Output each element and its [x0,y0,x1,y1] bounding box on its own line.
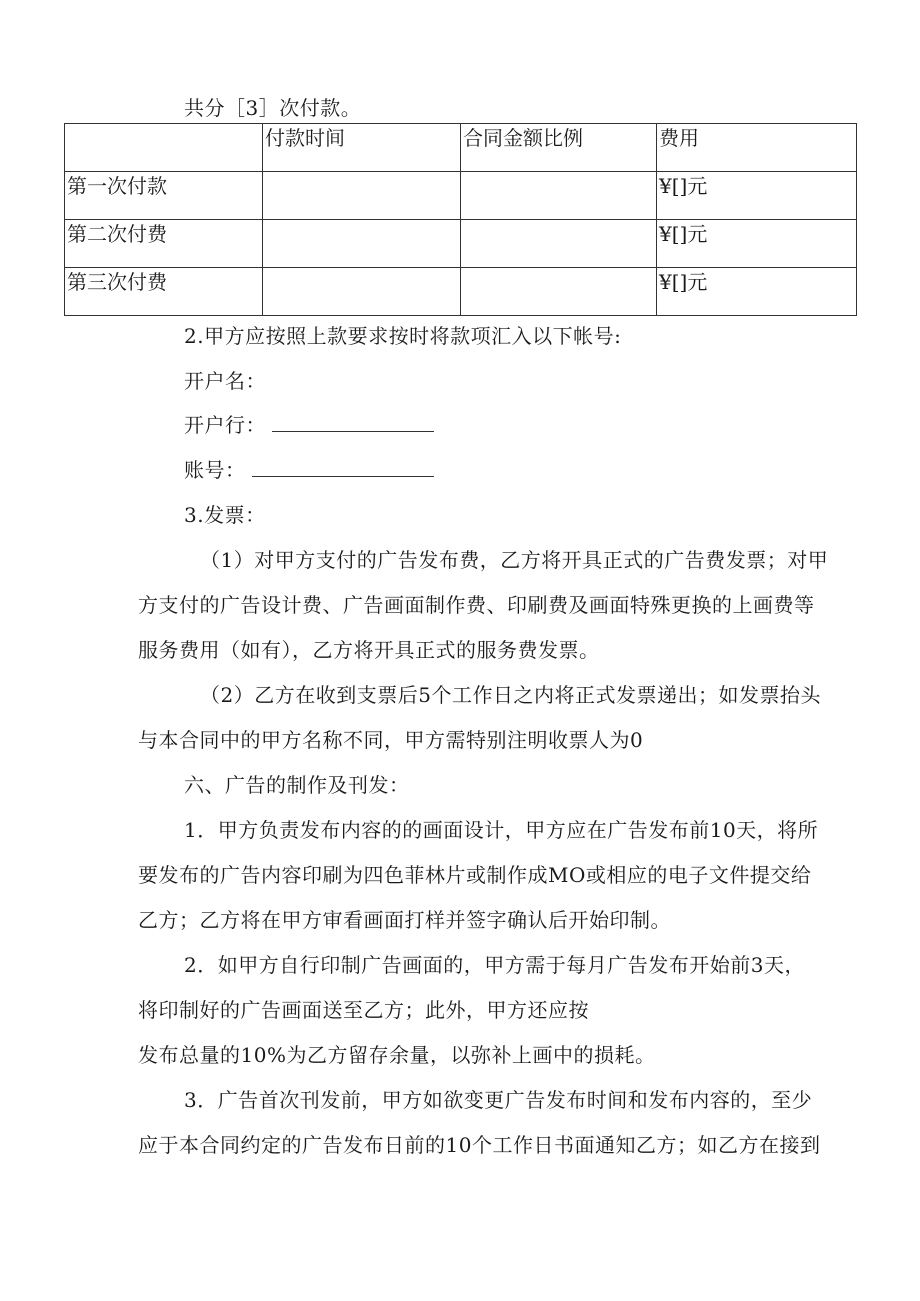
table-header-cell: 费用 [657,124,857,172]
account-bank-row [184,413,434,437]
number-blank-line [252,458,434,477]
item1-line: 1．甲方负责发布内容的的画面设计，甲方应在广告发布前10天，将所 [184,818,819,842]
invoice-p1-line: 服务费用（如有），乙方将开具正式的服务费发票。 [138,638,600,662]
table-header-cell [65,124,263,172]
table-row [65,268,857,316]
item2-line: 2．如甲方自行印制广告画面的，甲方需于每月广告发布开始前3天， [184,953,805,977]
item3-line: 3．广告首次刊发前，甲方如欲变更广告发布时间和发布内容的，至少 [184,1088,813,1112]
table-cell [263,172,461,220]
table-cell: ¥[]元 [657,268,857,316]
section-heading: 六、广告的制作及刊发： [184,773,410,797]
table-cell: 第三次付费 [65,268,263,316]
item2-line: 将印制好的广告画面送至乙方；此外，甲方还应按 [138,998,589,1022]
item1-line: 要发布的广告内容印刷为四色菲林片或制作成MO或相应的电子文件提交给 [138,863,812,887]
table-cell [263,268,461,316]
invoice-p2-line: 与本合同中的甲方名称不同，甲方需特别注明收票人为0 [138,728,644,752]
invoice-p2-line: （2）乙方在收到支票后5个工作日之内将正式发票递出；如发票抬头 [200,683,821,707]
payment-intro: 共分［3］次付款。 [184,96,362,120]
item2-line: 发布总量的10%为乙方留存余量，以弥补上画中的损耗。 [138,1043,656,1067]
item1-line: 乙方；乙方将在甲方审看画面打样并签字确认后开始印制。 [138,908,671,932]
table-cell [263,220,461,268]
account-number-label: 账号： [184,458,246,482]
account-bank-label: 开户行： [184,413,266,437]
item3-line: 应于本合同约定的广告发布日前的10个工作日书面通知乙方；如乙方在接到 [138,1133,821,1157]
table-header-cell: 付款时间 [263,124,461,172]
table-cell: ¥[]元 [657,172,857,220]
payment-table [64,123,857,316]
invoice-p1-line: 方支付的广告设计费、广告画面制作费、印刷费及画面特殊更换的上画费等 [138,593,815,617]
table-cell: ¥[]元 [657,220,857,268]
table-row [65,172,857,220]
invoice-p1-line: （1）对甲方支付的广告发布费，乙方将开具正式的广告费发票；对甲 [200,548,829,572]
table-cell [461,172,657,220]
table-cell [461,268,657,316]
table-header-row [65,124,857,172]
invoice-heading: 3.发票： [184,503,266,527]
account-heading: 2.甲方应按照上款要求按时将款项汇入以下帐号: [184,324,622,348]
table-header-cell: 合同金额比例 [461,124,657,172]
table-cell [461,220,657,268]
bank-blank-line [272,413,434,432]
table-cell: 第二次付费 [65,220,263,268]
account-name-label: 开户名： [184,369,266,393]
account-number-row [184,458,434,482]
table-cell: 第一次付款 [65,172,263,220]
table-row [65,220,857,268]
